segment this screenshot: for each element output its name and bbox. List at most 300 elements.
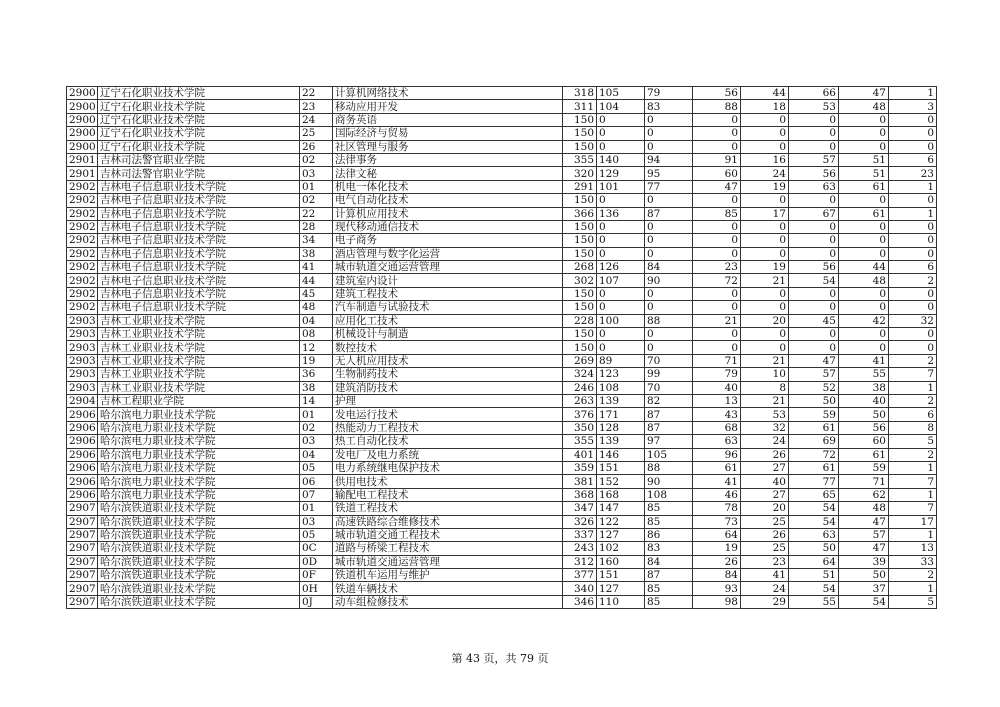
score-cell-1: 150 bbox=[563, 194, 597, 207]
school-code-cell: 2904 bbox=[67, 394, 98, 407]
score-cell-3: 99 bbox=[645, 368, 693, 381]
score-cell-8: 0 bbox=[889, 234, 937, 247]
school-name-cell: 辽宁石化职业技术学院 bbox=[98, 113, 300, 126]
school-name-cell: 吉林工业职业技术学院 bbox=[98, 354, 300, 367]
score-cell-8: 1 bbox=[889, 582, 937, 595]
school-name-cell: 吉林电子信息职业技术学院 bbox=[98, 180, 300, 193]
school-code-cell: 2900 bbox=[67, 140, 98, 153]
score-cell-6: 0 bbox=[789, 287, 839, 300]
school-name-cell: 吉林电子信息职业技术学院 bbox=[98, 301, 300, 314]
score-cell-6: 0 bbox=[789, 301, 839, 314]
score-cell-3: 87 bbox=[645, 207, 693, 220]
score-cell-1: 311 bbox=[563, 100, 597, 113]
score-cell-7: 61 bbox=[839, 448, 889, 461]
score-cell-8: 0 bbox=[889, 341, 937, 354]
school-name-cell: 吉林工业职业技术学院 bbox=[98, 328, 300, 341]
score-cell-6: 0 bbox=[789, 220, 839, 233]
score-cell-6: 0 bbox=[789, 341, 839, 354]
major-name-cell: 动车组检修技术 bbox=[333, 595, 563, 608]
score-cell-4: 19 bbox=[693, 542, 741, 555]
major-code-cell: 22 bbox=[300, 87, 333, 100]
score-cell-4: 23 bbox=[693, 261, 741, 274]
table-row bbox=[67, 113, 937, 126]
score-cell-5: 24 bbox=[741, 582, 789, 595]
table-row bbox=[67, 515, 937, 528]
school-code-cell: 2907 bbox=[67, 555, 98, 568]
table-row bbox=[67, 595, 937, 608]
score-cell-5: 32 bbox=[741, 421, 789, 434]
major-name-cell: 国际经济与贸易 bbox=[333, 127, 563, 140]
table-row bbox=[67, 555, 937, 568]
score-cell-5: 0 bbox=[741, 113, 789, 126]
school-code-cell: 2900 bbox=[67, 113, 98, 126]
score-cell-3: 83 bbox=[645, 100, 693, 113]
score-cell-8: 17 bbox=[889, 515, 937, 528]
score-cell-8: 7 bbox=[889, 475, 937, 488]
score-cell-3: 0 bbox=[645, 341, 693, 354]
score-cell-4: 56 bbox=[693, 87, 741, 100]
score-cell-5: 17 bbox=[741, 207, 789, 220]
score-cell-6: 0 bbox=[789, 140, 839, 153]
score-cell-3: 83 bbox=[645, 542, 693, 555]
major-name-cell: 应用化工技术 bbox=[333, 314, 563, 327]
school-code-cell: 2906 bbox=[67, 461, 98, 474]
score-cell-1: 150 bbox=[563, 113, 597, 126]
score-cell-4: 79 bbox=[693, 368, 741, 381]
score-cell-1: 150 bbox=[563, 234, 597, 247]
major-name-cell: 建筑室内设计 bbox=[333, 274, 563, 287]
school-code-cell: 2903 bbox=[67, 314, 98, 327]
school-code-cell: 2903 bbox=[67, 381, 98, 394]
major-name-cell: 城市轨道交通运营管理 bbox=[333, 555, 563, 568]
score-cell-7: 0 bbox=[839, 328, 889, 341]
score-cell-4: 93 bbox=[693, 582, 741, 595]
score-cell-8: 32 bbox=[889, 314, 937, 327]
score-cell-2: 136 bbox=[597, 207, 645, 220]
score-cell-3: 90 bbox=[645, 475, 693, 488]
score-cell-5: 21 bbox=[741, 394, 789, 407]
score-cell-4: 0 bbox=[693, 127, 741, 140]
school-code-cell: 2902 bbox=[67, 234, 98, 247]
school-name-cell: 辽宁石化职业技术学院 bbox=[98, 140, 300, 153]
score-cell-2: 0 bbox=[597, 234, 645, 247]
table-row bbox=[67, 408, 937, 421]
score-cell-4: 0 bbox=[693, 113, 741, 126]
score-cell-4: 0 bbox=[693, 194, 741, 207]
score-cell-1: 401 bbox=[563, 448, 597, 461]
major-name-cell: 发电运行技术 bbox=[333, 408, 563, 421]
school-name-cell: 吉林电子信息职业技术学院 bbox=[98, 234, 300, 247]
score-cell-3: 0 bbox=[645, 328, 693, 341]
score-cell-2: 122 bbox=[597, 515, 645, 528]
score-cell-8: 6 bbox=[889, 408, 937, 421]
school-name-cell: 吉林司法警官职业学院 bbox=[98, 153, 300, 166]
major-name-cell: 计算机应用技术 bbox=[333, 207, 563, 220]
major-code-cell: 03 bbox=[300, 167, 333, 180]
score-cell-8: 6 bbox=[889, 153, 937, 166]
score-cell-4: 41 bbox=[693, 475, 741, 488]
major-name-cell: 机电一体化技术 bbox=[333, 180, 563, 193]
score-cell-1: 150 bbox=[563, 140, 597, 153]
score-cell-5: 25 bbox=[741, 542, 789, 555]
school-name-cell: 吉林电子信息职业技术学院 bbox=[98, 287, 300, 300]
school-code-cell: 2901 bbox=[67, 153, 98, 166]
score-cell-5: 26 bbox=[741, 448, 789, 461]
score-cell-6: 69 bbox=[789, 435, 839, 448]
major-name-cell: 移动应用开发 bbox=[333, 100, 563, 113]
score-cell-2: 126 bbox=[597, 261, 645, 274]
score-cell-2: 100 bbox=[597, 314, 645, 327]
major-name-cell: 热工自动化技术 bbox=[333, 435, 563, 448]
score-cell-6: 0 bbox=[789, 194, 839, 207]
major-name-cell: 城市轨道交通运营管理 bbox=[333, 261, 563, 274]
score-cell-5: 18 bbox=[741, 100, 789, 113]
score-cell-2: 127 bbox=[597, 528, 645, 541]
score-cell-4: 46 bbox=[693, 488, 741, 501]
major-name-cell: 建筑消防技术 bbox=[333, 381, 563, 394]
score-cell-6: 65 bbox=[789, 488, 839, 501]
table-row bbox=[67, 461, 937, 474]
score-cell-7: 50 bbox=[839, 569, 889, 582]
score-cell-8: 3 bbox=[889, 100, 937, 113]
score-cell-2: 147 bbox=[597, 502, 645, 515]
score-cell-1: 366 bbox=[563, 207, 597, 220]
score-cell-2: 0 bbox=[597, 341, 645, 354]
score-cell-2: 0 bbox=[597, 194, 645, 207]
score-cell-3: 0 bbox=[645, 287, 693, 300]
score-cell-3: 0 bbox=[645, 220, 693, 233]
score-cell-8: 0 bbox=[889, 247, 937, 260]
score-cell-5: 24 bbox=[741, 435, 789, 448]
table-row bbox=[67, 314, 937, 327]
score-cell-4: 26 bbox=[693, 555, 741, 568]
score-cell-3: 85 bbox=[645, 515, 693, 528]
major-name-cell: 道路与桥梁工程技术 bbox=[333, 542, 563, 555]
score-cell-7: 42 bbox=[839, 314, 889, 327]
score-cell-2: 171 bbox=[597, 408, 645, 421]
school-code-cell: 2903 bbox=[67, 368, 98, 381]
score-cell-1: 359 bbox=[563, 461, 597, 474]
score-cell-1: 350 bbox=[563, 421, 597, 434]
score-cell-7: 56 bbox=[839, 421, 889, 434]
score-cell-1: 326 bbox=[563, 515, 597, 528]
score-cell-4: 64 bbox=[693, 528, 741, 541]
school-code-cell: 2906 bbox=[67, 488, 98, 501]
table-row bbox=[67, 502, 937, 515]
score-cell-8: 1 bbox=[889, 461, 937, 474]
major-code-cell: 05 bbox=[300, 461, 333, 474]
score-cell-2: 127 bbox=[597, 582, 645, 595]
score-cell-3: 87 bbox=[645, 408, 693, 421]
score-cell-4: 0 bbox=[693, 287, 741, 300]
score-cell-2: 139 bbox=[597, 394, 645, 407]
score-cell-7: 40 bbox=[839, 394, 889, 407]
table-row bbox=[67, 528, 937, 541]
school-name-cell: 哈尔滨铁道职业技术学院 bbox=[98, 555, 300, 568]
score-cell-5: 0 bbox=[741, 194, 789, 207]
major-code-cell: 07 bbox=[300, 488, 333, 501]
score-cell-8: 1 bbox=[889, 528, 937, 541]
score-cell-5: 24 bbox=[741, 167, 789, 180]
score-cell-1: 243 bbox=[563, 542, 597, 555]
school-name-cell: 辽宁石化职业技术学院 bbox=[98, 100, 300, 113]
score-cell-6: 53 bbox=[789, 100, 839, 113]
score-cell-6: 67 bbox=[789, 207, 839, 220]
score-cell-2: 160 bbox=[597, 555, 645, 568]
school-code-cell: 2902 bbox=[67, 261, 98, 274]
score-cell-8: 0 bbox=[889, 140, 937, 153]
major-code-cell: 22 bbox=[300, 207, 333, 220]
score-cell-8: 0 bbox=[889, 127, 937, 140]
major-code-cell: 23 bbox=[300, 100, 333, 113]
major-name-cell: 计算机网络技术 bbox=[333, 87, 563, 100]
major-name-cell: 供用电技术 bbox=[333, 475, 563, 488]
score-cell-5: 0 bbox=[741, 140, 789, 153]
score-cell-6: 0 bbox=[789, 328, 839, 341]
school-name-cell: 哈尔滨铁道职业技术学院 bbox=[98, 569, 300, 582]
score-cell-3: 86 bbox=[645, 528, 693, 541]
table-row bbox=[67, 341, 937, 354]
score-cell-1: 347 bbox=[563, 502, 597, 515]
major-name-cell: 输配电工程技术 bbox=[333, 488, 563, 501]
score-cell-7: 0 bbox=[839, 247, 889, 260]
score-cell-6: 63 bbox=[789, 528, 839, 541]
score-cell-6: 54 bbox=[789, 502, 839, 515]
score-cell-1: 263 bbox=[563, 394, 597, 407]
score-cell-8: 6 bbox=[889, 261, 937, 274]
score-cell-6: 64 bbox=[789, 555, 839, 568]
major-name-cell: 铁道车辆技术 bbox=[333, 582, 563, 595]
school-name-cell: 哈尔滨铁道职业技术学院 bbox=[98, 582, 300, 595]
score-cell-2: 152 bbox=[597, 475, 645, 488]
table-row bbox=[67, 421, 937, 434]
table-row bbox=[67, 328, 937, 341]
score-cell-2: 140 bbox=[597, 153, 645, 166]
major-name-cell: 数控技术 bbox=[333, 341, 563, 354]
score-cell-6: 61 bbox=[789, 461, 839, 474]
table-row bbox=[67, 274, 937, 287]
school-name-cell: 哈尔滨电力职业技术学院 bbox=[98, 488, 300, 501]
score-cell-3: 77 bbox=[645, 180, 693, 193]
score-cell-7: 39 bbox=[839, 555, 889, 568]
score-cell-1: 228 bbox=[563, 314, 597, 327]
score-cell-3: 90 bbox=[645, 274, 693, 287]
score-cell-6: 45 bbox=[789, 314, 839, 327]
school-name-cell: 哈尔滨铁道职业技术学院 bbox=[98, 528, 300, 541]
score-cell-3: 85 bbox=[645, 502, 693, 515]
major-name-cell: 铁道工程技术 bbox=[333, 502, 563, 515]
school-code-cell: 2902 bbox=[67, 274, 98, 287]
school-name-cell: 辽宁石化职业技术学院 bbox=[98, 87, 300, 100]
score-cell-7: 48 bbox=[839, 274, 889, 287]
score-cell-4: 61 bbox=[693, 461, 741, 474]
school-name-cell: 吉林电子信息职业技术学院 bbox=[98, 261, 300, 274]
score-cell-3: 88 bbox=[645, 461, 693, 474]
table-row bbox=[67, 247, 937, 260]
table-row bbox=[67, 448, 937, 461]
score-cell-7: 62 bbox=[839, 488, 889, 501]
score-cell-7: 0 bbox=[839, 341, 889, 354]
school-name-cell: 吉林电子信息职业技术学院 bbox=[98, 274, 300, 287]
score-cell-5: 19 bbox=[741, 261, 789, 274]
school-code-cell: 2906 bbox=[67, 475, 98, 488]
score-cell-1: 337 bbox=[563, 528, 597, 541]
score-cell-2: 151 bbox=[597, 569, 645, 582]
score-cell-7: 38 bbox=[839, 381, 889, 394]
school-code-cell: 2907 bbox=[67, 502, 98, 515]
score-cell-2: 0 bbox=[597, 247, 645, 260]
score-cell-5: 21 bbox=[741, 274, 789, 287]
school-code-cell: 2900 bbox=[67, 87, 98, 100]
major-code-cell: 24 bbox=[300, 113, 333, 126]
score-cell-7: 0 bbox=[839, 301, 889, 314]
score-cell-2: 151 bbox=[597, 461, 645, 474]
score-cell-6: 57 bbox=[789, 368, 839, 381]
major-code-cell: 19 bbox=[300, 354, 333, 367]
score-cell-2: 0 bbox=[597, 287, 645, 300]
score-cell-5: 27 bbox=[741, 461, 789, 474]
major-name-cell: 社区管理与服务 bbox=[333, 140, 563, 153]
major-name-cell: 铁道机车运用与维护 bbox=[333, 569, 563, 582]
table-row bbox=[67, 140, 937, 153]
score-cell-3: 70 bbox=[645, 354, 693, 367]
table-row bbox=[67, 542, 937, 555]
score-cell-8: 2 bbox=[889, 354, 937, 367]
score-cell-5: 0 bbox=[741, 247, 789, 260]
school-code-cell: 2900 bbox=[67, 100, 98, 113]
score-cell-2: 110 bbox=[597, 595, 645, 608]
score-cell-3: 88 bbox=[645, 314, 693, 327]
score-cell-7: 48 bbox=[839, 502, 889, 515]
score-cell-4: 63 bbox=[693, 435, 741, 448]
score-cell-8: 2 bbox=[889, 569, 937, 582]
score-cell-7: 57 bbox=[839, 528, 889, 541]
score-cell-5: 0 bbox=[741, 301, 789, 314]
score-cell-2: 89 bbox=[597, 354, 645, 367]
school-code-cell: 2906 bbox=[67, 421, 98, 434]
score-cell-4: 40 bbox=[693, 381, 741, 394]
major-code-cell: 05 bbox=[300, 528, 333, 541]
score-cell-8: 0 bbox=[889, 287, 937, 300]
score-cell-4: 0 bbox=[693, 328, 741, 341]
score-cell-6: 0 bbox=[789, 127, 839, 140]
score-cell-3: 0 bbox=[645, 301, 693, 314]
score-cell-6: 54 bbox=[789, 582, 839, 595]
score-cell-8: 2 bbox=[889, 274, 937, 287]
table-row bbox=[67, 167, 937, 180]
school-name-cell: 吉林工业职业技术学院 bbox=[98, 381, 300, 394]
score-cell-7: 50 bbox=[839, 408, 889, 421]
major-code-cell: 0C bbox=[300, 542, 333, 555]
score-cell-2: 0 bbox=[597, 140, 645, 153]
table-row bbox=[67, 475, 937, 488]
score-cell-1: 355 bbox=[563, 153, 597, 166]
school-code-cell: 2906 bbox=[67, 408, 98, 421]
score-cell-7: 0 bbox=[839, 287, 889, 300]
school-name-cell: 哈尔滨电力职业技术学院 bbox=[98, 408, 300, 421]
score-cell-1: 268 bbox=[563, 261, 597, 274]
score-cell-6: 50 bbox=[789, 394, 839, 407]
school-name-cell: 吉林电子信息职业技术学院 bbox=[98, 220, 300, 233]
score-cell-1: 312 bbox=[563, 555, 597, 568]
score-cell-1: 246 bbox=[563, 381, 597, 394]
score-cell-6: 54 bbox=[789, 274, 839, 287]
school-code-cell: 2907 bbox=[67, 515, 98, 528]
score-cell-6: 51 bbox=[789, 569, 839, 582]
score-cell-7: 0 bbox=[839, 194, 889, 207]
score-cell-8: 1 bbox=[889, 381, 937, 394]
score-cell-6: 50 bbox=[789, 542, 839, 555]
major-code-cell: 0D bbox=[300, 555, 333, 568]
major-code-cell: 04 bbox=[300, 314, 333, 327]
table-row bbox=[67, 194, 937, 207]
score-cell-1: 150 bbox=[563, 328, 597, 341]
score-cell-7: 47 bbox=[839, 542, 889, 555]
score-cell-4: 71 bbox=[693, 354, 741, 367]
table-row bbox=[67, 153, 937, 166]
score-cell-6: 59 bbox=[789, 408, 839, 421]
score-cell-4: 0 bbox=[693, 220, 741, 233]
school-name-cell: 辽宁石化职业技术学院 bbox=[98, 127, 300, 140]
score-cell-1: 346 bbox=[563, 595, 597, 608]
score-cell-5: 25 bbox=[741, 515, 789, 528]
score-cell-5: 16 bbox=[741, 153, 789, 166]
table-row bbox=[67, 180, 937, 193]
school-code-cell: 2902 bbox=[67, 220, 98, 233]
score-cell-7: 47 bbox=[839, 515, 889, 528]
score-cell-8: 0 bbox=[889, 328, 937, 341]
score-cell-7: 48 bbox=[839, 100, 889, 113]
score-cell-8: 1 bbox=[889, 180, 937, 193]
major-code-cell: 03 bbox=[300, 435, 333, 448]
major-name-cell: 城市轨道交通工程技术 bbox=[333, 528, 563, 541]
score-cell-6: 61 bbox=[789, 421, 839, 434]
table-row bbox=[67, 582, 937, 595]
school-name-cell: 哈尔滨铁道职业技术学院 bbox=[98, 515, 300, 528]
table-row bbox=[67, 569, 937, 582]
score-cell-1: 150 bbox=[563, 220, 597, 233]
score-cell-5: 19 bbox=[741, 180, 789, 193]
table-row bbox=[67, 488, 937, 501]
school-name-cell: 哈尔滨电力职业技术学院 bbox=[98, 448, 300, 461]
school-code-cell: 2902 bbox=[67, 301, 98, 314]
score-cell-1: 320 bbox=[563, 167, 597, 180]
school-code-cell: 2902 bbox=[67, 287, 98, 300]
score-cell-2: 0 bbox=[597, 301, 645, 314]
score-cell-1: 269 bbox=[563, 354, 597, 367]
major-code-cell: 0F bbox=[300, 569, 333, 582]
score-cell-5: 20 bbox=[741, 314, 789, 327]
score-cell-1: 150 bbox=[563, 287, 597, 300]
score-cell-7: 37 bbox=[839, 582, 889, 595]
table-row bbox=[67, 394, 937, 407]
score-cell-4: 0 bbox=[693, 140, 741, 153]
score-cell-5: 23 bbox=[741, 555, 789, 568]
score-cell-7: 0 bbox=[839, 140, 889, 153]
score-cell-7: 61 bbox=[839, 180, 889, 193]
score-cell-4: 88 bbox=[693, 100, 741, 113]
score-cell-3: 0 bbox=[645, 194, 693, 207]
score-cell-6: 47 bbox=[789, 354, 839, 367]
score-cell-3: 0 bbox=[645, 127, 693, 140]
major-name-cell: 电子商务 bbox=[333, 234, 563, 247]
score-cell-5: 0 bbox=[741, 341, 789, 354]
score-cell-2: 129 bbox=[597, 167, 645, 180]
school-code-cell: 2903 bbox=[67, 354, 98, 367]
major-name-cell: 建筑工程技术 bbox=[333, 287, 563, 300]
major-code-cell: 34 bbox=[300, 234, 333, 247]
school-code-cell: 2907 bbox=[67, 582, 98, 595]
